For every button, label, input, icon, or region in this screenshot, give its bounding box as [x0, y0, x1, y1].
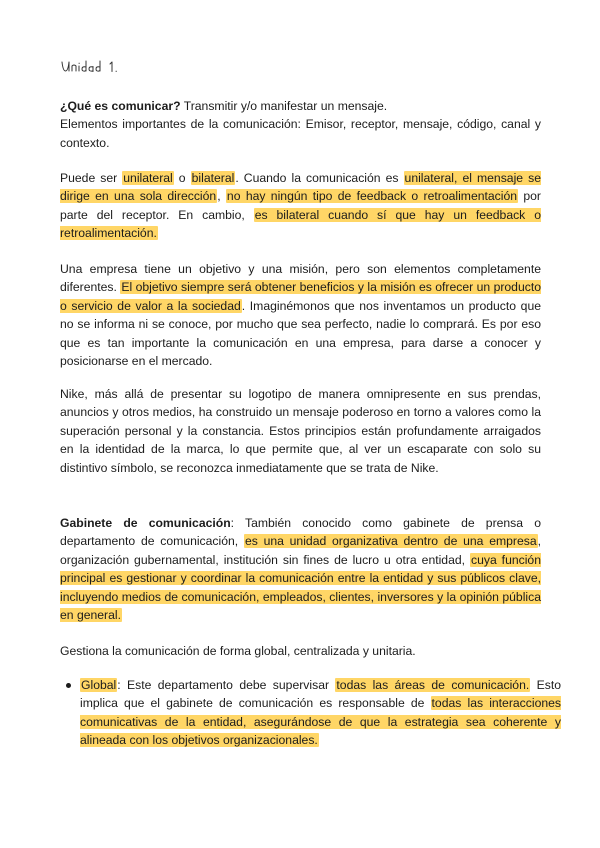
highlight: todas las áreas de comunicación. — [336, 678, 530, 692]
text-run: . Imaginémonos que nos inventamos un producto que no se informa ni se conoce, por mucho que sea perfecto, nadie lo comprará. Es por eso que es tan importante la comunicación en una empresa, para darse a conocer y posicionarse en el mercado. — [60, 298, 542, 369]
bullet-icon — [66, 683, 71, 688]
highlight: todas las interacciones comunicativas de la entidad, asegurándose de que la estrategia sea coherente y alineada con los objetivos organizacionales. — [80, 696, 561, 748]
text-run: Esto implica que el gabinete de comunicación es responsable de — [80, 678, 561, 711]
question-answer: Transmitir y/o manifestar un mensaje. — [180, 99, 388, 113]
highlight: El objetivo siempre será obtener beneficios y la misión es ofrecer un producto o servicio de valor a la sociedad — [60, 280, 541, 313]
bullet-term: Global — [81, 678, 117, 692]
gabinete-term: Gabinete de comunicación — [60, 516, 231, 530]
paragraph-unilateral — [60, 169, 541, 243]
highlight: cuya función principal es gestionar y coordinar la comunicación entre la entidad y sus públicos clave, incluyendo medios de comunicación, empleados, clientes, inversores y la opinión pública en general. — [60, 552, 541, 623]
highlight: es bilateral cuando sí que hay un feedback o retroalimentación. — [60, 207, 541, 241]
text-run: Gestiona la comunicación de forma global, centralizada y unitaria. — [60, 644, 416, 658]
handwritten-heading — [60, 52, 130, 80]
paragraph-gabinete — [60, 514, 541, 624]
highlight: unilateral, el mensaje se dirige en una sola dirección — [60, 171, 541, 204]
list-item — [80, 676, 561, 750]
text-run: : Este departamento debe supervisar — [117, 678, 336, 692]
handwritten-heading-drawing — [60, 52, 130, 80]
paragraph-gestiona — [60, 642, 541, 660]
text-run: o — [173, 171, 191, 185]
highlight: no hay ningún tipo de feedback o retroalimentación — [226, 189, 518, 204]
text-run: . Cuando la comunicación es — [235, 171, 404, 185]
text-run: Nike, más allá de presentar su logotipo de manera omnipresente en sus prendas, anuncios y otros medios, ha construido un mensaje poderoso en torno a valores como la superación personal y la constancia. Estos principios están profundamente arraigados en la identidad de la marca, lo que permite que, al ver un escaparate con solo su distintivo símbolo, se reconozca inmediatamente que se trata de Nike. — [60, 387, 541, 475]
bullet-list — [60, 676, 561, 750]
question-term: ¿Qué es comunicar? — [60, 99, 181, 113]
elements-line: Elementos importantes de la comunicación: Emisor, receptor, mensaje, código, canal y contexto. — [60, 117, 541, 150]
text-run: Puede ser — [60, 171, 123, 185]
highlight: unilateral — [123, 171, 173, 185]
paragraph-objective-mission — [60, 260, 541, 370]
text-run: : También conocido como gabinete de prensa o departamento de comunicación, — [60, 516, 541, 549]
paragraph-nike — [60, 385, 541, 477]
text-run: por parte del receptor. En cambio, — [60, 189, 541, 222]
text-run: , — [217, 189, 226, 204]
highlight: es una unidad organizativa dentro de una empresa — [244, 534, 537, 549]
highlight: bilateral — [191, 171, 235, 185]
text-run: Una empresa tiene un objetivo y una misión, pero son elementos completamente diferentes. — [60, 262, 541, 295]
paragraph-definition — [60, 97, 541, 152]
text-run: , organización gubernamental, institución sin fines de lucro u otra entidad, — [60, 534, 541, 567]
